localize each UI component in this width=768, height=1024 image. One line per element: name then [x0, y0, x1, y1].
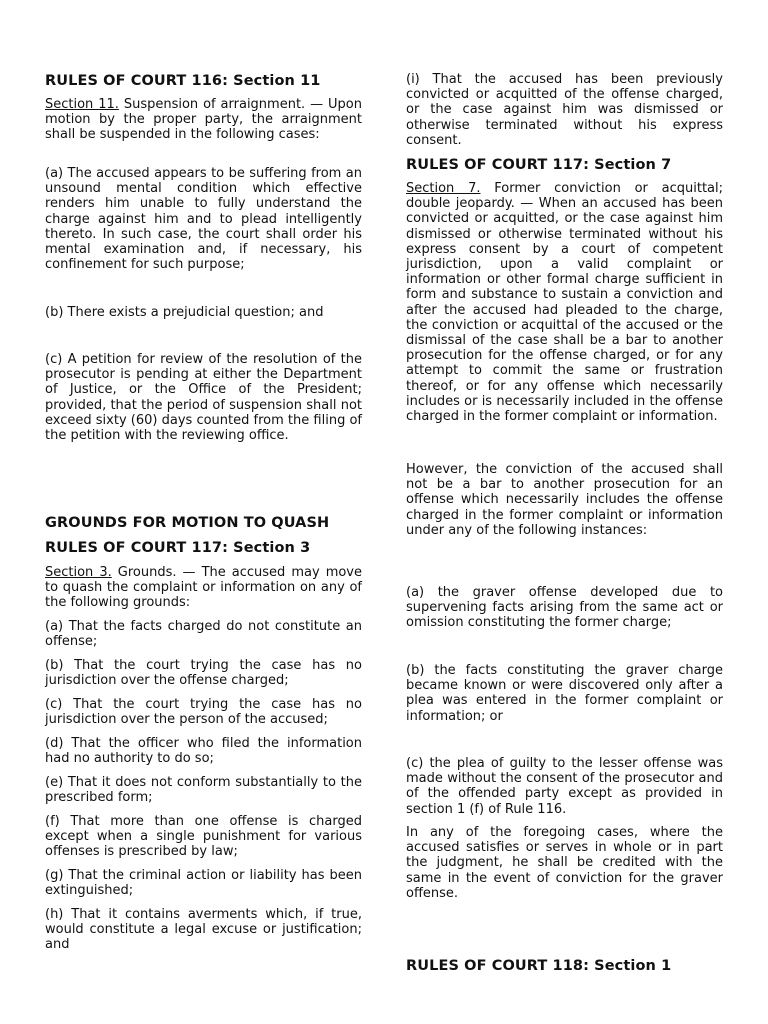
section-11-text: Suspension of arraignment. — Upon motion by the proper party, the arraignment shall be suspended in the following cases: [45, 97, 362, 143]
section-3-paragraph [45, 565, 362, 611]
instance-c: (c) the plea of guilty to the lesser offense was made without the consent of the prosecutor and of the offended party except as provided in section 1 (f) of Rule 116. [406, 756, 723, 817]
paragraph-c: (c) A petition for review of the resolution of the prosecutor is pending at either the Department of Justice, or the Office of the President; provided, that the period of suspension shall not exceed sixty (60) days counted from the filing of the petition with the reviewing office. [45, 352, 362, 444]
ground-e: (e) That it does not conform substantially to the prescribed form; [45, 775, 362, 806]
heading-rule-117-section-3: RULES OF COURT 117: Section 3 [45, 540, 311, 556]
paragraph-a: (a) The accused appears to be suffering from an unsound mental condition which effective renders him unable to fully understand the charge against him and to plead intelligently thereto. In such case, the court shall order his mental examination and, if necessary, his confinement for such purpose; [45, 166, 362, 273]
heading-rule-117-section-7: RULES OF COURT 117: Section 7 [406, 157, 672, 173]
section-3-label: Section 3. [45, 565, 112, 580]
paragraph-b: (b) There exists a prejudicial question; and [45, 305, 324, 320]
ground-g: (g) That the criminal action or liability has been extinguished; [45, 868, 362, 899]
heading-rule-118-section-1: RULES OF COURT 118: Section 1 [406, 958, 672, 974]
heading-grounds-motion-to-quash: GROUNDS FOR MOTION TO QUASH [45, 515, 330, 531]
heading-rule-116-section-11: RULES OF COURT 116: Section 11 [45, 73, 321, 89]
ground-f: (f) That more than one offense is charged except when a single punishment for various offenses is prescribed by law; [45, 814, 362, 860]
section-11-label: Section 11. [45, 97, 119, 112]
section-3-text: Grounds. — The accused may move to quash the complaint or information on any of the following grounds: [45, 565, 362, 611]
foregoing-paragraph: In any of the foregoing cases, where the accused satisfies or serves in whole or in part the judgment, he shall be credited with the same in the event of conviction for the graver offense. [406, 825, 723, 901]
ground-h: (h) That it contains averments which, if true, would constitute a legal excuse or justification; and [45, 907, 362, 953]
ground-d: (d) That the officer who filed the information had no authority to do so; [45, 736, 362, 767]
section-7-label: Section 7. [406, 181, 481, 196]
ground-i: (i) That the accused has been previously convicted or acquitted of the offense charged, or the case against him was dismissed or otherwise terminated without his express consent. [406, 72, 723, 148]
ground-c: (c) That the court trying the case has no jurisdiction over the person of the accused; [45, 697, 362, 728]
section-7-paragraph [406, 181, 723, 424]
section-7-text: Former conviction or acquittal; double jeopardy. — When an accused has been convicted or acquitted, or the case against him dismissed or otherwise terminated without his express consent by a court of competent jurisdiction, upon a valid complaint or information or other formal charge sufficient in form and substance to sustain a conviction and after the accused had pleaded to the charge, the conviction or acquittal of the accused or the dismissal of the case shall be a bar to another prosecution for the offense charged, or for any attempt to commit the same or frustration thereof, or for any offense which necessarily includes or is necessarily included in the offense charged in the former complaint or information. [406, 181, 724, 425]
instance-b: (b) the facts constituting the graver charge became known or were discovered only after a plea was entered in the former complaint or information; or [406, 663, 723, 724]
instance-a: (a) the graver offense developed due to supervening facts arising from the same act or omission constituting the former charge; [406, 585, 723, 631]
ground-b: (b) That the court trying the case has no jurisdiction over the offense charged; [45, 658, 362, 689]
section-11-paragraph [45, 97, 362, 143]
however-paragraph: However, the conviction of the accused shall not be a bar to another prosecution for an offense which necessarily includes the offense charged in the former complaint or information under any of the following instances: [406, 462, 723, 538]
ground-a: (a) That the facts charged do not constitute an offense; [45, 619, 362, 650]
